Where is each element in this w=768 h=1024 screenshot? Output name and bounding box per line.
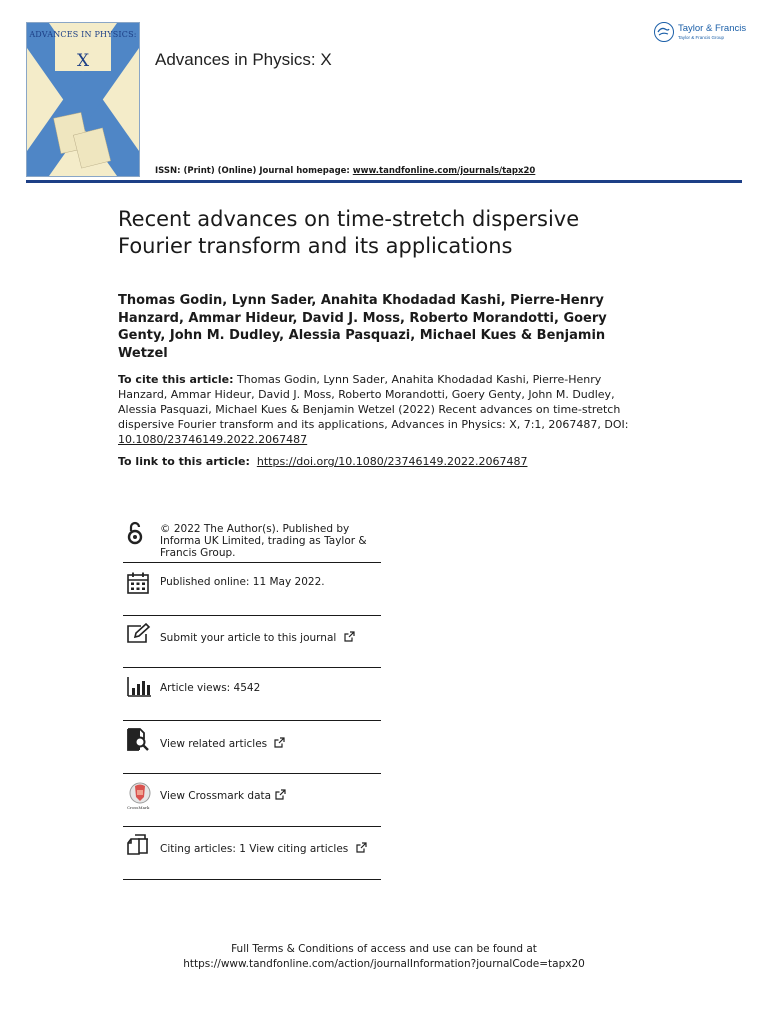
open-access-icon [126, 520, 144, 550]
publisher-logo-sub: Taylor & Francis Group [678, 35, 725, 40]
journal-name: Advances in Physics: X [155, 50, 332, 69]
journal-cover [26, 22, 140, 177]
issn-label: ISSN: (Print) (Online) Journal homepage: [155, 166, 350, 176]
citing-articles-label: Citing articles: 1 View citing articles [160, 843, 349, 855]
citing-articles-link[interactable] [160, 842, 367, 855]
article-title [118, 206, 678, 260]
crossmark-row[interactable] [123, 774, 381, 826]
cite-text: Thomas Godin, Lynn Sader, Anahita Khodadad Kashi, Pierre-Henry Hanzard, Ammar Hideur, David J. Moss, Roberto Morandotti, Goery Genty, John M. Dudley, Alessia Pasquazi, Michael Kues & Benjamin Wetzel (2022) Recent advances on time-stretch dispersive Fourier transform and its applications, Advances in Physics: X, 7:1, 2067487, DOI: [118, 373, 629, 431]
external-link-icon [356, 842, 367, 853]
terms-url[interactable]: https://www.tandfonline.com/action/journalInformation?journalCode=tapx20 [183, 958, 585, 970]
search-doc-icon [126, 728, 150, 756]
external-link-icon [274, 737, 285, 748]
submit-article-link[interactable] [160, 631, 355, 644]
cover-title: ADVANCES IN PHYSICS: [29, 30, 137, 39]
calendar-icon [126, 571, 150, 599]
external-link-icon [344, 631, 355, 642]
publisher-logo-icon [654, 22, 674, 42]
journal-homepage-link[interactable]: www.tandfonline.com/journals/tapx20 [352, 166, 536, 176]
article-title-line1: Recent advances on time-stretch dispersive [118, 207, 580, 231]
article-views-row [123, 668, 381, 720]
citing-icon [126, 834, 152, 862]
header-divider [26, 180, 742, 183]
citation-block [118, 372, 638, 447]
cover-x-graphic [27, 23, 139, 176]
external-link-icon [275, 789, 286, 800]
open-access-row [123, 518, 381, 560]
terms-line: Full Terms & Conditions of access and use can be found at [231, 943, 537, 955]
article-title-line2: Fourier transform and its applications [118, 234, 513, 258]
cover-x: X [76, 51, 90, 71]
published-date: Published online: 11 May 2022. [160, 576, 325, 588]
related-articles-link[interactable] [160, 737, 285, 750]
crossmark-badge-text: CrossMark [127, 805, 150, 810]
divider [123, 879, 381, 880]
issn-line [155, 166, 535, 176]
edit-icon [126, 623, 152, 649]
related-articles-label: View related articles [160, 738, 268, 750]
cite-label: To cite this article: [118, 373, 234, 386]
citing-articles-row[interactable] [123, 827, 381, 879]
article-doi-link[interactable]: https://doi.org/10.1080/23746149.2022.2067487 [256, 455, 528, 468]
terms-footer [0, 942, 768, 972]
author-list: Thomas Godin, Lynn Sader, Anahita Khodadad Kashi, Pierre-Henry Hanzard, Ammar Hideur, David J. Moss, Roberto Morandotti, Goery Genty, John M. Dudley, Alessia Pasquazi, Michael Kues & Benjamin Wetzel [118, 293, 607, 361]
article-link-line [118, 455, 527, 468]
related-articles-row[interactable] [123, 721, 381, 773]
published-row [123, 563, 381, 615]
crossmark-icon [127, 782, 153, 814]
open-access-text: © 2022 The Author(s). Published by Informa UK Limited, trading as Taylor & Francis Group. [160, 523, 367, 559]
submit-article-label: Submit your article to this journal [160, 632, 337, 644]
bar-chart-icon [126, 676, 152, 702]
cite-doi-link[interactable]: 10.1080/23746149.2022.2067487 [118, 433, 308, 446]
link-label: To link to this article: [118, 455, 250, 468]
article-views: Article views: 4542 [160, 682, 261, 694]
crossmark-label: View Crossmark data [160, 790, 272, 802]
publisher-logo[interactable] [654, 21, 746, 47]
publisher-logo-name: Taylor & Francis [678, 23, 747, 34]
submit-article-row[interactable] [123, 616, 381, 666]
crossmark-link[interactable] [160, 789, 286, 802]
